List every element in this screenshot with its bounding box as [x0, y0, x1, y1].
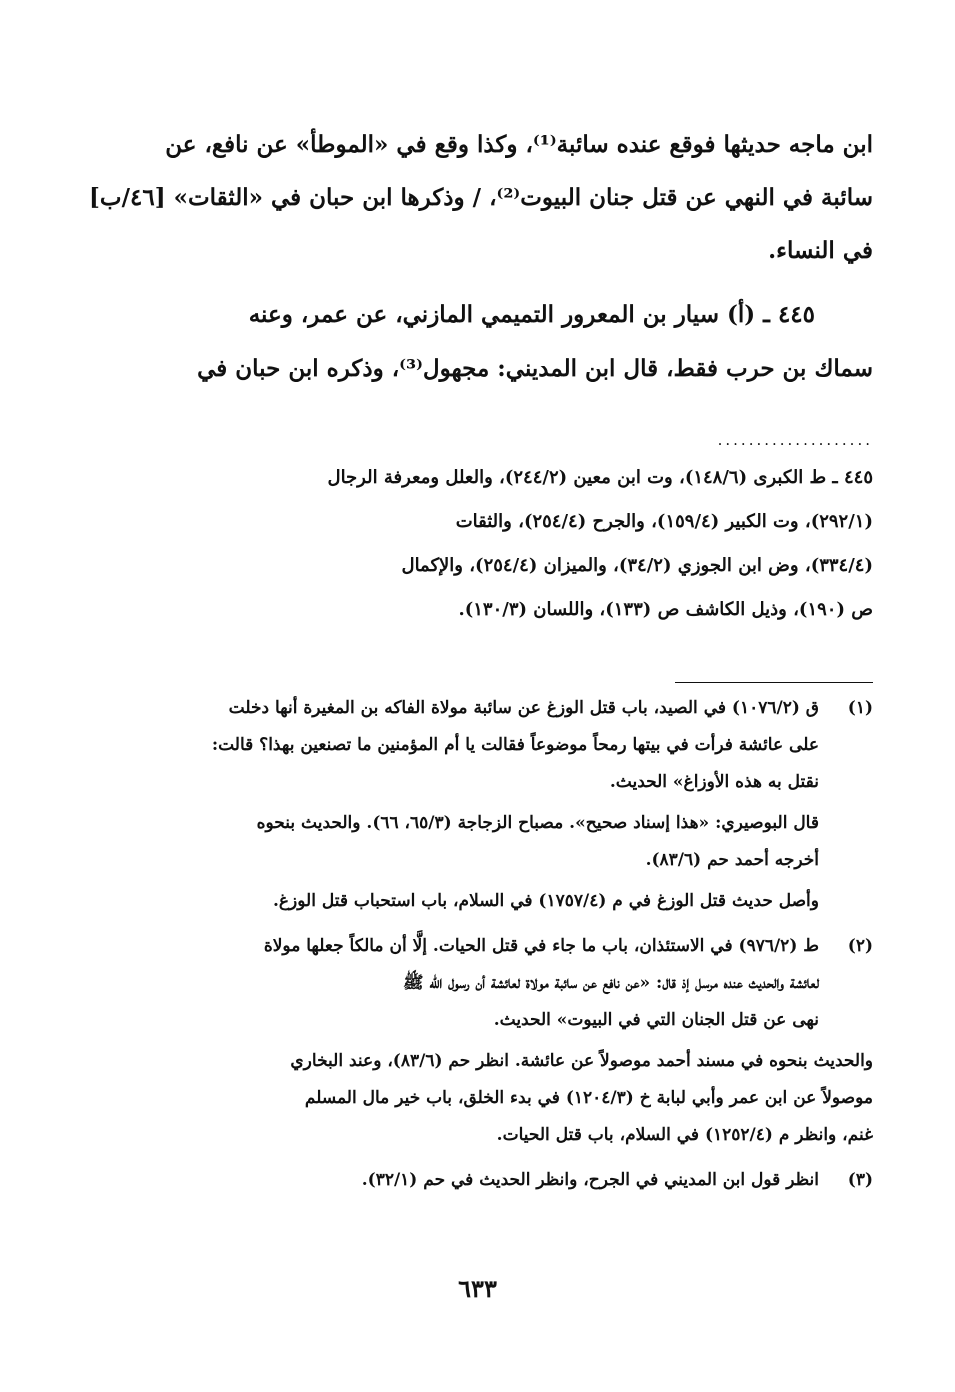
- entry-line: سماك بن حرب فقط، قال ابن المديني: مجهول⁽³⁾، وذكره ابن حبان في: [197, 355, 873, 382]
- source-line: (٢٩٢/١)، وت الكبير (١٥٩/٤)، والجرح (٢٥٤/٤)، والثقات: [455, 511, 873, 532]
- main-text-line: ابن ماجه حديثها فوقع عنده سائبة⁽¹⁾، وكذا وقع في «الموطأ» عن نافع، عن: [165, 131, 873, 158]
- main-text-line: سائبة في النهي عن قتل جنان البيوت⁽²⁾، / وذكرها ابن حبان في «الثقات» [٤٦/ب]: [89, 184, 873, 211]
- footnote-line: موصولاً عن ابن عمر وأبي لبابة خ (١٢٠٤/٣) في بدء الخلق، باب خير مال المسلم: [304, 1088, 873, 1108]
- footnote-line: نهى عن قتل الجنان التي في البيوت» الحديث.: [493, 1010, 819, 1030]
- source-line: ص (١٩٠)، وذيل الكاشف ص (١٣٣)، واللسان (١٣٠/٣).: [458, 599, 873, 620]
- footnote-line: أخرجه أحمد حم (٨٣/٦).: [645, 850, 819, 870]
- footnote-divider: [675, 682, 873, 683]
- footnote-number: (١): [847, 698, 873, 718]
- page-number: ٦٣٣: [458, 1274, 497, 1303]
- footnotes: [78, 690, 873, 1199]
- footnote-line: والحديث بنحوه في مسند أحمد موصولاً عن عائشة. انظر حم (٨٣/٦)، وعند البخاري: [290, 1051, 873, 1071]
- footnote-line: لعائشة والحديث عنده مرسل إذ قال: «عن نافع عن سائبة مولاة لعائشة أن رسول الله ﷺ: [403, 973, 819, 993]
- source-line: ٤٤٥ ـ ط الكبرى (١٤٨/٦)، وت ابن معين (٢٤٤/٢)، والعلل ومعرفة الرجال: [327, 467, 873, 488]
- separator-dots: ....................: [717, 431, 873, 449]
- source-references: [78, 456, 873, 632]
- main-text: [78, 118, 873, 277]
- footnote-line: غنم، وانظر م (١٢٥٢/٤) في السلام، باب قتل الحيات.: [496, 1125, 873, 1145]
- source-line: (٣٣٤/٤)، وض ابن الجوزي (٣٤/٢)، والميزان (٢٥٤/٤)، والإكمال: [401, 555, 873, 576]
- footnote-number: (٢): [847, 936, 873, 956]
- footnote-1: [78, 690, 873, 920]
- entry-line: ٤٤٥ ـ (أ) سيار بن المعرور التميمي المازني، عن عمر، وعنه: [248, 301, 815, 328]
- footnote-line: وأصل حديث قتل الوزغ في م (١٧٥٧/٤) في السلام، باب استحباب قتل الوزغ.: [273, 891, 819, 911]
- footnote-line: ط (٩٧٦/٢) في الاستئذان، باب ما جاء في قتل الحيات. إلَّا أن مالكاً جعلها مولاة: [263, 936, 819, 956]
- footnote-line: نقتل به هذه الأوزاغ» الحديث.: [609, 772, 819, 792]
- footnote-number: (٣): [847, 1170, 873, 1190]
- footnote-line: ق (١٠٧٦/٢) في الصيد، باب قتل الوزغ عن سائبة مولاة الفاكه بن المغيرة أنها دخلت: [228, 698, 819, 718]
- footnote-3: [78, 1162, 873, 1199]
- footnote-2: [78, 928, 873, 1154]
- footnote-line: قال البوصيري: «هذا إسناد صحيح». مصباح الزجاجة (٦٥/٣، ٦٦). والحديث بنحوه: [256, 813, 819, 833]
- main-text-line: في النساء.: [768, 237, 873, 264]
- biography-entry: [78, 288, 873, 396]
- footnote-line: على عائشة فرأت في بيتها رمحاً موضوعاً فقالت يا أم المؤمنين ما تصنعين بهذا؟ قالت:: [211, 735, 819, 755]
- footnote-line: انظر قول ابن المديني في الجرح، وانظر الحديث في حم (٣٢/١).: [361, 1170, 819, 1190]
